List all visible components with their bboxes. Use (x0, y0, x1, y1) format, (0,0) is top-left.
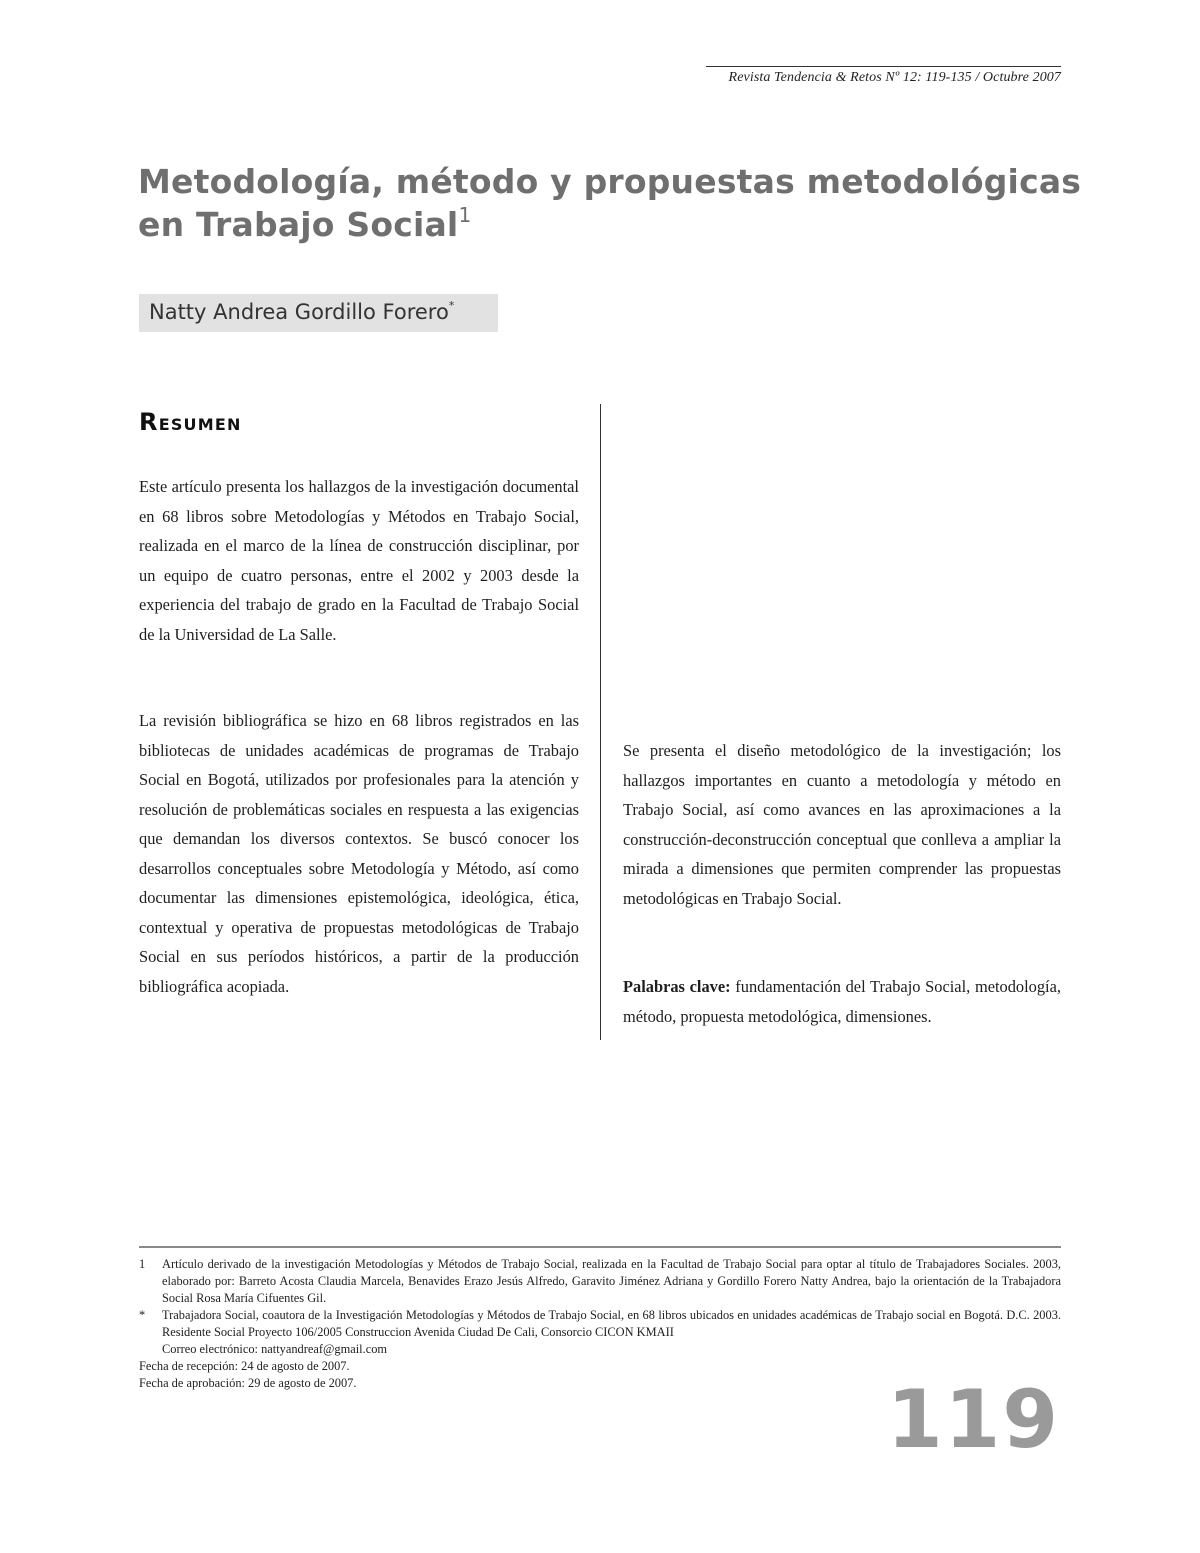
article-title-text: Metodología, método y propuestas metodológicas en Trabajo Social (138, 162, 1082, 244)
footnote-2-mark: * (139, 1308, 146, 1322)
footnote-rule (139, 1246, 1061, 1248)
page-number: 119 (887, 1373, 1060, 1466)
abstract-paragraph-3: Se presenta el diseño metodológico de la investigación; los hallazgos importantes en cuanto a metodología y método en Trabajo Social, así como avances en las aproximaciones a la construcción-deconstrucción conceptual que conlleva a ampliar la mirada a dimensiones que permiten comprender las propuestas metodológicas en Trabajo Social. (623, 741, 1061, 908)
approved-date: Fecha de aprobación: 29 de agosto de 2007. (139, 1376, 357, 1390)
author-footnote-mark[interactable]: * (448, 299, 455, 312)
keywords-label: Palabras clave: (623, 977, 731, 996)
title-footnote-mark[interactable]: 1 (458, 203, 472, 227)
column-divider (600, 404, 601, 1040)
footnote-2 (139, 1307, 1061, 1358)
abstract-heading (139, 408, 242, 436)
footnote-1 (139, 1256, 1061, 1307)
received-date: Fecha de recepción: 24 de agosto de 2007. (139, 1359, 350, 1373)
keywords-list: fundamentación del Trabajo Social, metodología, método, propuesta metodológica, dimensiones. (623, 977, 1061, 1026)
author-box (139, 294, 498, 332)
abstract-paragraph-2: La revisión bibliográfica se hizo en 68 libros registrados en las bibliotecas de unidades académicas de programas de Trabajo Social en Bogotá, utilizados por profesionales para la atención y resolución de problemáticas sociales en respuesta a las exigencias que demandan los diversos contextos. Se buscó conocer los desarrollos conceptuales sobre Metodología y Método, así como documentar las dimensiones epistemológica, ideológica, ética, contextual y operativa de propuestas metodológicas de Trabajo Social en sus períodos históricos, a partir de la producción bibliográfica acopiada. (139, 711, 579, 996)
author-name: Natty Andrea Gordillo Forero (149, 300, 449, 324)
journal-reference: Revista Tendencia & Retos Nº 12: 119-135 / Octubre 2007 (728, 70, 1061, 85)
footnote-2-text: Trabajadora Social, coautora de la Investigación Metodologías y Métodos de Trabajo Social, en 68 libros ubicados en unidades académicas de Trabajo social en Bogotá. D.C. 2003. Residente Social Proyecto 106/2005 Construccion Avenida Ciudad De Cali, Consorcio CICON KMAII (162, 1308, 1061, 1339)
header-rule (706, 66, 1061, 67)
footnote-1-mark: 1 (139, 1257, 146, 1271)
footnote-2-body (162, 1307, 1061, 1358)
footnote-2-email[interactable]: Correo electrónico: nattyandreaf@gmail.com (162, 1342, 388, 1356)
abstract-heading-initial: R (139, 408, 159, 436)
keywords-paragraph (623, 972, 1061, 1031)
article-title (138, 160, 1098, 246)
footnote-1-text: Artículo derivado de la investigación Metodologías y Métodos de Trabajo Social, realizada en la Facultad de Trabajo Social para optar al título de Trabajadores Sociales. 2003, elaborado por: Barreto Acosta Claudia Marcela, Benavides Erazo Jesús Alfredo, Garavito Jiménez Adriana y Gordillo Forero Natty Andrea, bajo la orientación de la Trabajadora Social Rosa María Cifuentes Gil. (162, 1257, 1061, 1305)
abstract-heading-rest: ESUMEN (158, 415, 242, 434)
abstract-paragraph-1: Este artículo presenta los hallazgos de la investigación documental en 68 libros sobre Metodologías y Métodos en Trabajo Social, realizada en el marco de la línea de construcción disciplinar, por un equipo de cuatro personas, entre el 2002 y 2003 desde la experiencia del trabajo de grado en la Facultad de Trabajo Social de la Universidad de La Salle. (139, 477, 579, 644)
